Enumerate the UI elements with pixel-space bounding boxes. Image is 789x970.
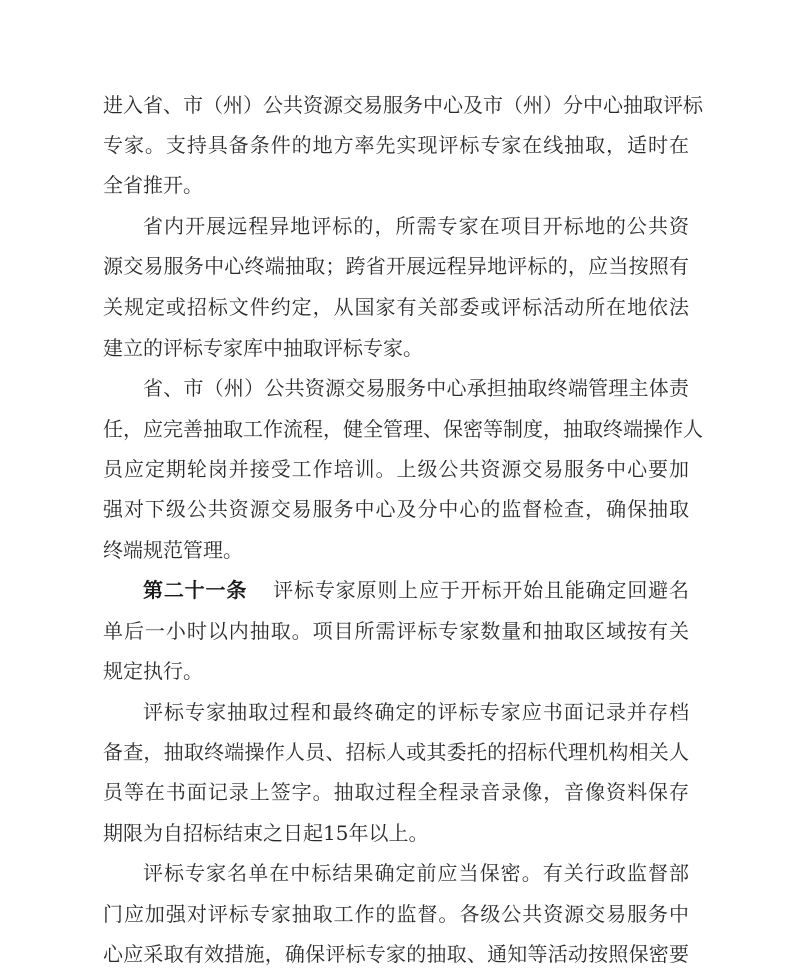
paragraph-4-line-0: 评标专家抽取过程和最终确定的评标专家应书面记录并存档 [143,700,689,724]
paragraph-4-line-2: 员等在书面记录上签字。抽取过程全程录音录像，音像资料保存 [103,780,689,804]
paragraph-3-line-1: 单后一小时以内抽取。项目所需评标专家数量和抽取区域按有关 [103,619,689,643]
paragraph-1-line-0: 省内开展远程异地评标的，所需专家在项目开标地的公共资 [143,214,689,238]
paragraph-0-line-0: 进入省、市（州）公共资源交易服务中心及市（州）分中心抽取评标 [103,93,703,117]
paragraph-5-line-0: 评标专家名单在中标结果确定前应当保密。有关行政监督部 [143,861,689,885]
paragraph-2-line-2: 员应定期轮岗并接受工作培训。上级公共资源交易服务中心要加 [103,457,689,481]
paragraph-2-line-4: 终端规范管理。 [103,538,243,562]
paragraph-3-line-0 [143,575,689,605]
paragraph-1-line-2: 关规定或招标文件约定，从国家有关部委或评标活动所在地依法 [103,295,689,319]
paragraph-2-line-3: 强对下级公共资源交易服务中心及分中心的监督检查，确保抽取 [103,497,689,521]
paragraph-5-line-1: 门应加强对评标专家抽取工作的监督。各级公共资源交易服务中 [103,902,689,926]
paragraph-5-line-2: 心应采取有效措施，确保评标专家的抽取、通知等活动按照保密要 [103,942,689,966]
paragraph-3-line-2: 规定执行。 [103,659,203,683]
article-title: 第二十一条 [143,578,248,602]
paragraph-4-line-3: 期限为自招标结束之日起15年以上。 [103,821,429,845]
article-text: 评标专家原则上应于开标开始且能确定回避名 [273,578,690,602]
paragraph-0-line-1: 专家。支持具备条件的地方率先实现评标专家在线抽取，适时在 [103,133,689,157]
paragraph-4-line-1: 备查，抽取终端操作人员、招标人或其委托的招标代理机构相关人 [103,740,689,764]
paragraph-2-line-1: 任，应完善抽取工作流程，健全管理、保密等制度，抽取终端操作人 [103,417,703,441]
paragraph-2-line-0: 省、市（州）公共资源交易服务中心承担抽取终端管理主体责 [143,376,689,400]
paragraph-0-line-2: 全省推开。 [103,173,203,197]
paragraph-1-line-3: 建立的评标专家库中抽取评标专家。 [103,336,423,360]
paragraph-1-line-1: 源交易服务中心终端抽取；跨省开展远程异地评标的，应当按照有 [103,254,689,278]
